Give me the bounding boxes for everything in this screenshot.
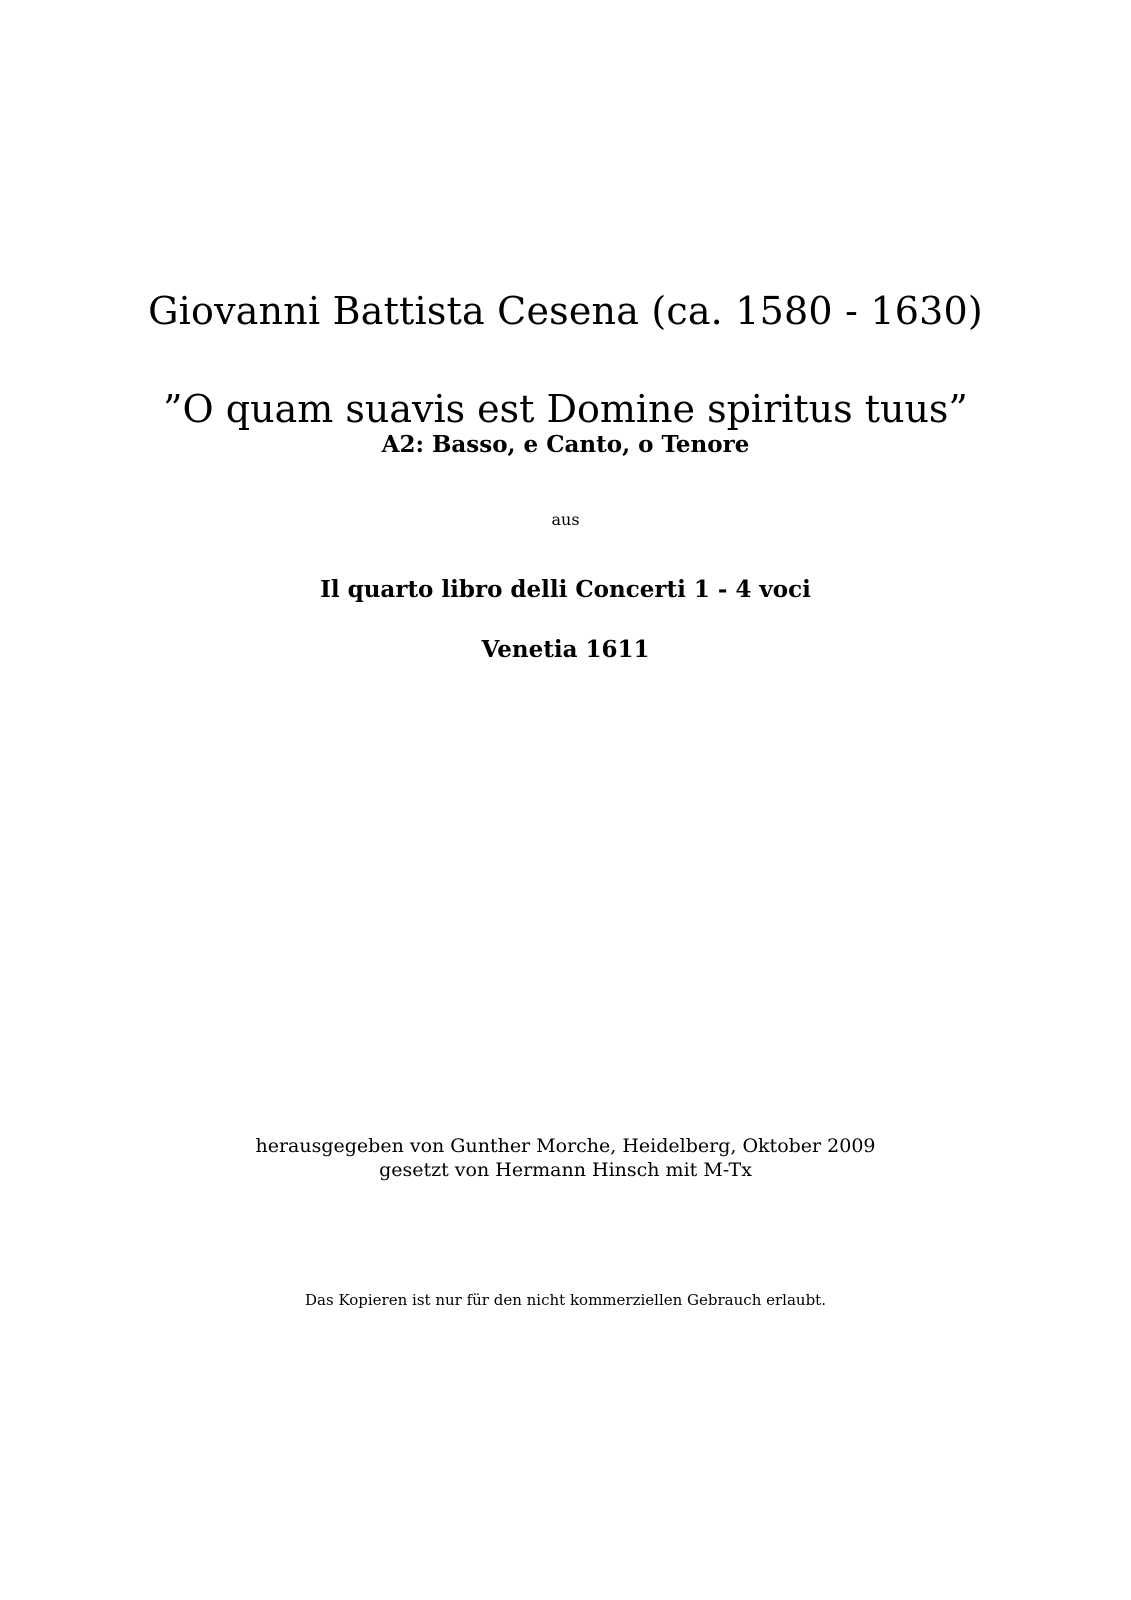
typesetter-credit: gesetzt von Hermann Hinsch mit M-Tx (379, 1159, 752, 1181)
scoring-subtitle: A2: Basso, e Canto, o Tenore (381, 431, 750, 458)
composer-heading: Giovanni Battista Cesena (ca. 1580 - 1630) (148, 289, 983, 333)
collection-title: Il quarto libro delli Concerti 1 - 4 voci (320, 576, 811, 603)
work-title: ”O quam suavis est Domine spiritus tuus” (163, 387, 968, 431)
publication-place-year: Venetia 1611 (481, 636, 650, 663)
from-label: aus (551, 510, 580, 529)
copyright-notice: Das Kopieren ist nur für den nicht kommerziellen Gebrauch erlaubt. (305, 1291, 826, 1309)
editor-credit: herausgegeben von Gunther Morche, Heidelberg, Oktober 2009 (255, 1135, 876, 1157)
